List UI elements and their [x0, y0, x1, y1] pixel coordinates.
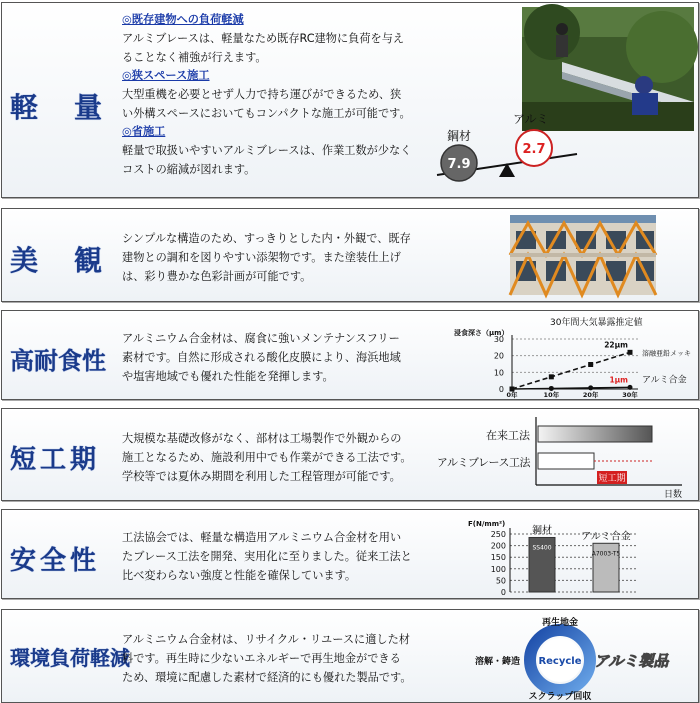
text-line: 施工となるため、施設利用中でも作業ができる工法です。: [122, 451, 412, 464]
text-line: 建物との調和を図りやすい添架物です。また塗装仕上げ: [122, 251, 401, 264]
y-tick-label: 150: [490, 553, 506, 563]
gantt-bar-aluminum: [538, 453, 594, 469]
corrosion-chart: [450, 313, 696, 397]
y-tick-label: 0: [500, 588, 506, 597]
section-title: 軽 量: [10, 91, 107, 124]
y-tick-label: 200: [490, 541, 506, 551]
section-title: 安全性: [10, 546, 101, 576]
text-line: アルミブレースは、軽量なため既存RC建物に負荷を与え: [122, 32, 405, 45]
short-period-badge-text: 短工期: [598, 474, 626, 484]
section-body: [122, 229, 411, 286]
building-photo: [510, 215, 656, 295]
gantt-x-label: 日数: [664, 490, 683, 500]
y-tick-label: 100: [490, 564, 506, 574]
section-body: [122, 528, 412, 585]
construction-period-chart: [432, 413, 694, 500]
data-point: [588, 385, 593, 390]
section-body: [122, 329, 401, 386]
section-title: 環境負荷軽減: [10, 646, 130, 670]
section-environment: [1, 609, 699, 703]
x-tick-label: 10年: [543, 391, 560, 399]
section-appearance: [1, 208, 699, 302]
text-line: 大型重機を必要とせず人力で持ち運びができるため、狭: [122, 88, 402, 101]
data-point: [510, 387, 515, 392]
subheading: ◎狭スペース施工: [122, 69, 210, 82]
text-line: 比べ変わらない強度と性能を確保しています。: [122, 569, 357, 582]
y-tick-label: 20: [493, 351, 504, 361]
section-title: 高耐食性: [10, 347, 106, 375]
text-line: い外構スペースにおいてもコンパクトな施工が可能です。: [122, 107, 411, 120]
end-label: 22μm: [604, 340, 628, 350]
category-label: アルミ合金: [581, 531, 631, 543]
data-point: [549, 386, 554, 391]
aluminum-value: 2.7: [522, 142, 546, 157]
text-line: アルミニウム合金材は、腐食に強いメンテナンスフリー: [122, 332, 400, 345]
y-tick-label: 30: [493, 335, 504, 344]
category-label: 鋼材: [532, 525, 552, 537]
chart-title: 30年間大気暴露推定値: [550, 318, 643, 328]
data-point: [549, 374, 554, 379]
y-axis-label: 浸食深さ（μm）: [454, 329, 509, 337]
y-tick-label: 250: [490, 530, 506, 539]
section-body: [122, 429, 412, 486]
text-line: 工法協会では、軽量な構造用アルミニウム合金材を用い: [122, 531, 402, 544]
text-line: ため、環境に配慮した素材で経済的にも優れた製品です。: [122, 671, 412, 684]
x-tick-label: 30年: [622, 391, 638, 399]
section-title: 美 観: [10, 244, 107, 277]
y-tick-label: 0: [498, 385, 504, 394]
text-line: は、彩り豊かな色彩計画が可能です。: [122, 270, 312, 283]
recycle-left-label: 溶解・鋳造: [474, 657, 520, 667]
recycle-top-label: 再生地金: [541, 618, 579, 628]
x-tick-label: 0年: [506, 391, 518, 399]
strength-chart: [458, 514, 648, 596]
section-body: [122, 11, 411, 179]
y-axis-label: F(N/mm²): [468, 520, 506, 528]
recycle-bottom-label: スクラップ回収: [528, 692, 592, 702]
data-point: [588, 362, 593, 367]
text-line: コストの縮減が図れます。: [122, 163, 256, 176]
text-line: 料です。再生時に少ないエネルギーで再生地金ができる: [122, 652, 401, 665]
series-label: 溶融亜鉛メッキ: [642, 349, 691, 358]
gantt-row-aluminum: アルミブレース工法: [436, 456, 530, 469]
text-line: 素材です。自然に形成される酸化皮膜により、海浜地域: [122, 351, 401, 364]
series-label: アルミ合金: [642, 375, 687, 386]
text-line: たブレース工法を開発、実用化に至りました。従来工法と: [122, 550, 412, 563]
text-line: 軽量で取扱いやすいアルミブレースは、作業工数が少なく: [122, 144, 412, 157]
section-corrosion-resistance: [1, 310, 699, 400]
data-point: [628, 350, 633, 355]
section-body: [122, 630, 412, 687]
text-line: 大規模な基礎改修がなく、部材は工場製作で外観からの: [122, 432, 402, 445]
recycle-center-text: Recycle: [538, 656, 582, 667]
section-short-construction: [1, 408, 699, 501]
bar-label: A7003-T5: [591, 550, 621, 558]
gantt-bar-conventional: [538, 426, 652, 442]
x-tick-label: 20年: [582, 391, 599, 399]
gantt-row-conventional: 在来工法: [486, 429, 530, 442]
steel-label: 鋼材: [447, 129, 472, 143]
data-point: [628, 385, 633, 390]
recycle-diagram: [474, 612, 690, 702]
subheading: ◎既存建物への負荷軽減: [122, 13, 244, 26]
aluminum-label: アルミ: [513, 112, 549, 126]
text-line: や塩害地域でも優れた性能を発揮します。: [122, 370, 334, 383]
y-tick-label: 10: [493, 368, 504, 378]
text-line: ることなく補強が行えます。: [122, 51, 267, 64]
end-label: 1μm: [609, 375, 628, 385]
subheading: ◎省施工: [122, 125, 166, 138]
section-safety: [1, 509, 699, 599]
section-lightweight: [1, 2, 699, 198]
text-line: シンプルな構造のため、すっきりとした内・外観で、既存: [122, 232, 411, 245]
steel-value: 7.9: [447, 157, 471, 172]
text-line: 学校等では夏休み期間を利用した工程管理が可能です。: [122, 470, 401, 483]
text-line: アルミニウム合金材は、リサイクル・リユースに適した材: [122, 633, 410, 646]
bar-label: SS400: [532, 544, 552, 552]
y-tick-label: 50: [495, 576, 506, 586]
section-title: 短工期: [10, 445, 101, 475]
weight-balance-illustration: [427, 105, 577, 195]
recycle-right-label: アルミ製品: [594, 652, 669, 670]
